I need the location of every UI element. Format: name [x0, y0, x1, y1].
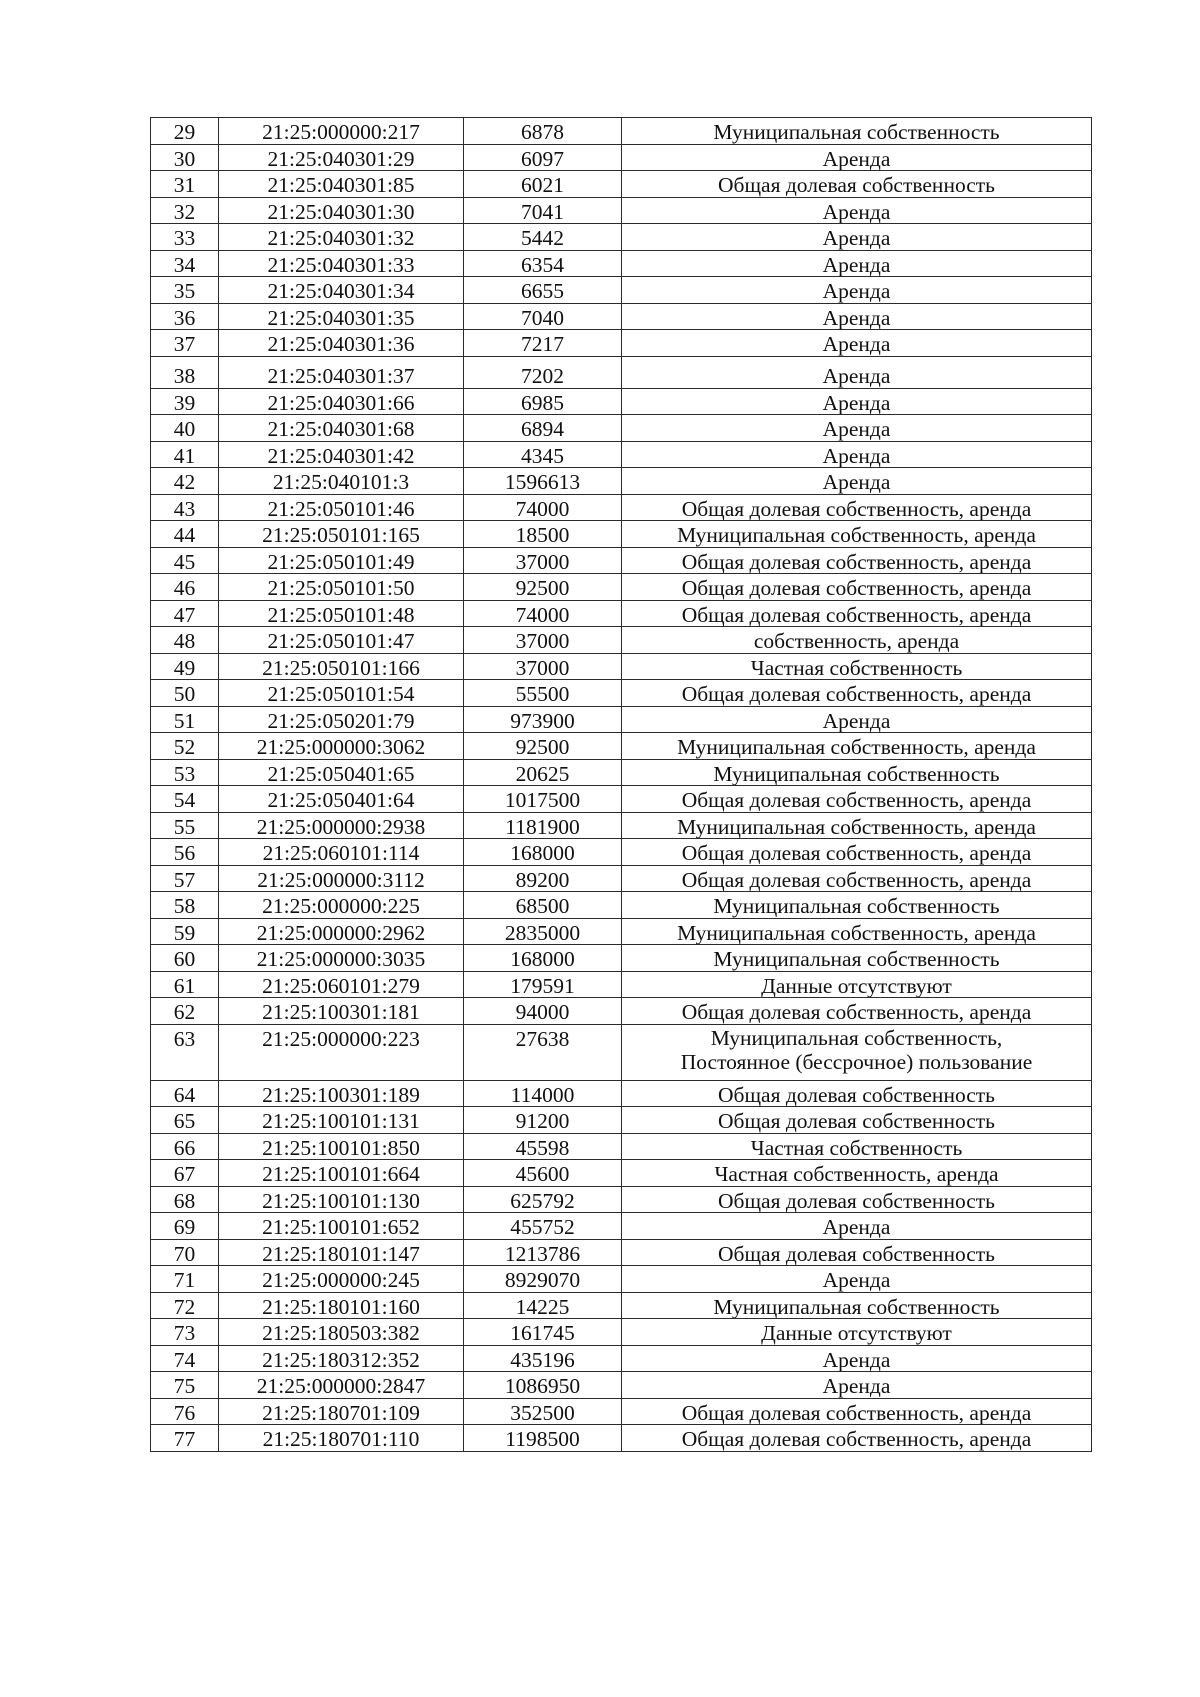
cadastral-number-cell: 21:25:050401:64: [219, 786, 464, 813]
table-row: [151, 388, 1092, 415]
right-type-cell: [622, 971, 1092, 998]
right-type-text: Общая долевая собственность, аренда: [681, 602, 1032, 627]
row-number-cell: 35: [151, 277, 219, 304]
table-row: [151, 918, 1092, 945]
table-row: [151, 250, 1092, 277]
row-number-cell: 41: [151, 441, 219, 468]
right-type-text: Общая долевая собственность: [718, 1109, 995, 1133]
cadastral-number-cell: 21:25:180701:110: [219, 1425, 464, 1452]
right-type-cell: [622, 865, 1092, 892]
right-type-cell: [622, 118, 1092, 145]
table-row: [151, 1213, 1092, 1240]
table-row: [151, 1266, 1092, 1293]
right-type-cell: [622, 494, 1092, 521]
right-type-cell: [622, 1133, 1092, 1160]
right-type-cell: [622, 1024, 1092, 1080]
right-type-text: Муниципальная собственность, аренда: [677, 920, 1036, 945]
cadastral-number-cell: 21:25:050101:46: [219, 494, 464, 521]
cadastral-number-cell: 21:25:040301:37: [219, 356, 464, 388]
area-cell: 55500: [464, 680, 622, 707]
cadastral-number-cell: 21:25:050101:48: [219, 600, 464, 627]
cadastral-number-cell: 21:25:000000:217: [219, 118, 464, 145]
table-row: [151, 653, 1092, 680]
table-row: [151, 303, 1092, 330]
cadastral-number-cell: 21:25:100101:850: [219, 1133, 464, 1160]
table-row: [151, 574, 1092, 601]
cadastral-number-cell: 21:25:000000:223: [219, 1024, 464, 1080]
cadastral-number-cell: 21:25:050101:165: [219, 521, 464, 548]
row-number-cell: 72: [151, 1292, 219, 1319]
cadastral-number-cell: 21:25:050101:166: [219, 653, 464, 680]
right-type-cell: [622, 277, 1092, 304]
table-row: [151, 1160, 1092, 1187]
right-type-cell: [622, 1239, 1092, 1266]
table-row: [151, 1292, 1092, 1319]
right-type-text: Аренда: [822, 363, 891, 388]
cadastral-number-cell: 21:25:040101:3: [219, 468, 464, 495]
cadastral-number-cell: 21:25:060101:114: [219, 839, 464, 866]
table-row: [151, 224, 1092, 251]
table-row: [151, 468, 1092, 495]
right-type-text: собственность, аренда: [753, 629, 960, 653]
cadastral-number-cell: 21:25:000000:3112: [219, 865, 464, 892]
row-number-cell: 30: [151, 144, 219, 171]
cadastral-number-cell: 21:25:040301:66: [219, 388, 464, 415]
cadastral-number-cell: 21:25:040301:30: [219, 197, 464, 224]
area-cell: 45598: [464, 1133, 622, 1160]
row-number-cell: 64: [151, 1080, 219, 1107]
area-cell: 92500: [464, 733, 622, 760]
row-number-cell: 68: [151, 1186, 219, 1213]
right-type-text: Общая долевая собственность, аренда: [681, 1427, 1032, 1451]
area-cell: 7202: [464, 356, 622, 388]
right-type-cell: [622, 1186, 1092, 1213]
right-type-text: Общая долевая собственность, аренда: [681, 576, 1032, 600]
right-type-cell: [622, 1080, 1092, 1107]
cadastral-number-cell: 21:25:040301:85: [219, 171, 464, 198]
right-type-text: Постоянное (бессрочное) пользование: [680, 1049, 1033, 1074]
right-type-text: Аренда: [822, 305, 891, 330]
table-row: [151, 971, 1092, 998]
area-cell: 7040: [464, 303, 622, 330]
cadastral-number-cell: 21:25:050101:50: [219, 574, 464, 601]
row-number-cell: 58: [151, 892, 219, 919]
table-row: [151, 627, 1092, 654]
table-row: [151, 521, 1092, 548]
area-cell: 20625: [464, 759, 622, 786]
row-number-cell: 46: [151, 574, 219, 601]
row-number-cell: 57: [151, 865, 219, 892]
right-type-cell: [622, 600, 1092, 627]
right-type-text: Частная собственность, аренда: [714, 1162, 999, 1186]
right-type-text: Муниципальная собственность, аренда: [677, 523, 1036, 547]
right-type-text: Данные отсутствуют: [761, 1321, 952, 1345]
table-row: [151, 1080, 1092, 1107]
area-cell: 352500: [464, 1398, 622, 1425]
area-cell: 6655: [464, 277, 622, 304]
table-row: [151, 494, 1092, 521]
right-type-cell: [622, 839, 1092, 866]
right-type-text: Аренда: [822, 708, 891, 733]
right-type-cell: [622, 1213, 1092, 1240]
row-number-cell: 36: [151, 303, 219, 330]
table-row: [151, 865, 1092, 892]
table-row: [151, 277, 1092, 304]
row-number-cell: 59: [151, 918, 219, 945]
row-number-cell: 43: [151, 494, 219, 521]
table-row: [151, 812, 1092, 839]
area-cell: 37000: [464, 653, 622, 680]
area-cell: 14225: [464, 1292, 622, 1319]
row-number-cell: 66: [151, 1133, 219, 1160]
table-row: [151, 144, 1092, 171]
right-type-text: Аренда: [822, 252, 891, 277]
right-type-text: Муниципальная собственность, аренда: [677, 735, 1036, 759]
right-type-cell: [622, 574, 1092, 601]
area-cell: 1181900: [464, 812, 622, 839]
cadastral-number-cell: 21:25:000000:2847: [219, 1372, 464, 1399]
table-row: [151, 1398, 1092, 1425]
area-cell: 1596613: [464, 468, 622, 495]
table-row: [151, 733, 1092, 760]
right-type-text: Аренда: [822, 390, 891, 415]
area-cell: 68500: [464, 892, 622, 919]
cadastral-number-cell: 21:25:100101:131: [219, 1107, 464, 1134]
cadastral-number-cell: 21:25:040301:33: [219, 250, 464, 277]
cadastral-number-cell: 21:25:000000:2962: [219, 918, 464, 945]
right-type-text: Частная собственность: [750, 655, 963, 680]
right-type-cell: [622, 1398, 1092, 1425]
row-number-cell: 77: [151, 1425, 219, 1452]
right-type-cell: [622, 786, 1092, 813]
right-type-cell: [622, 706, 1092, 733]
right-type-cell: [622, 303, 1092, 330]
area-cell: 5442: [464, 224, 622, 251]
row-number-cell: 62: [151, 998, 219, 1025]
area-cell: 114000: [464, 1080, 622, 1107]
right-type-cell: [622, 1292, 1092, 1319]
area-cell: 1017500: [464, 786, 622, 813]
row-number-cell: 48: [151, 627, 219, 654]
right-type-text: Общая долевая собственность, аренда: [681, 867, 1032, 892]
area-cell: 7217: [464, 330, 622, 357]
area-cell: 6985: [464, 388, 622, 415]
cadastral-number-cell: 21:25:050101:47: [219, 627, 464, 654]
right-type-cell: [622, 250, 1092, 277]
right-type-text: Муниципальная собственность: [713, 120, 1000, 144]
area-cell: 1086950: [464, 1372, 622, 1399]
area-cell: 168000: [464, 839, 622, 866]
right-type-cell: [622, 388, 1092, 415]
row-number-cell: 34: [151, 250, 219, 277]
table-row: [151, 547, 1092, 574]
area-cell: 435196: [464, 1345, 622, 1372]
row-number-cell: 51: [151, 706, 219, 733]
table-row: [151, 945, 1092, 972]
cadastral-number-cell: 21:25:050401:65: [219, 759, 464, 786]
area-cell: 92500: [464, 574, 622, 601]
right-type-text: Аренда: [822, 470, 891, 494]
cadastral-number-cell: 21:25:050201:79: [219, 706, 464, 733]
table-row: [151, 680, 1092, 707]
right-type-text: Муниципальная собственность: [713, 1294, 1000, 1319]
right-type-text: Аренда: [822, 1268, 891, 1292]
cadastral-number-cell: 21:25:180701:109: [219, 1398, 464, 1425]
area-cell: 74000: [464, 494, 622, 521]
right-type-cell: [622, 945, 1092, 972]
table-row: [151, 1133, 1092, 1160]
table-row: [151, 1425, 1092, 1452]
right-type-cell: [622, 224, 1092, 251]
table-row: [151, 786, 1092, 813]
right-type-cell: [622, 627, 1092, 654]
right-type-cell: [622, 733, 1092, 760]
area-cell: 18500: [464, 521, 622, 548]
right-type-text: Данные отсутствуют: [761, 973, 952, 998]
right-type-text: Аренда: [822, 1347, 891, 1372]
right-type-cell: [622, 171, 1092, 198]
area-cell: 4345: [464, 441, 622, 468]
table-row: [151, 706, 1092, 733]
cadastral-number-cell: 21:25:040301:32: [219, 224, 464, 251]
cadastral-number-cell: 21:25:100101:652: [219, 1213, 464, 1240]
right-type-text: Аренда: [822, 332, 891, 356]
land-plots-table: [150, 117, 1092, 1452]
row-number-cell: 73: [151, 1319, 219, 1346]
right-type-text: Аренда: [822, 417, 891, 441]
right-type-cell: [622, 547, 1092, 574]
area-cell: 8929070: [464, 1266, 622, 1293]
right-type-text: Аренда: [822, 1374, 891, 1398]
table-row: [151, 441, 1092, 468]
area-cell: 455752: [464, 1213, 622, 1240]
cadastral-number-cell: 21:25:040301:42: [219, 441, 464, 468]
table-row: [151, 759, 1092, 786]
table-row: [151, 330, 1092, 357]
table-row: [151, 1372, 1092, 1399]
cadastral-number-cell: 21:25:180312:352: [219, 1345, 464, 1372]
right-type-cell: [622, 1266, 1092, 1293]
table-row: [151, 892, 1092, 919]
row-number-cell: 55: [151, 812, 219, 839]
right-type-cell: [622, 918, 1092, 945]
row-number-cell: 29: [151, 118, 219, 145]
table-row: [151, 998, 1092, 1025]
cadastral-number-cell: 21:25:050101:49: [219, 547, 464, 574]
area-cell: 6894: [464, 415, 622, 442]
row-number-cell: 67: [151, 1160, 219, 1187]
row-number-cell: 38: [151, 356, 219, 388]
right-type-cell: [622, 1425, 1092, 1452]
right-type-text: Муниципальная собственность: [713, 761, 1000, 786]
right-type-text: Общая долевая собственность, аренда: [681, 841, 1032, 865]
table-body: [151, 118, 1092, 1452]
row-number-cell: 37: [151, 330, 219, 357]
right-type-cell: [622, 415, 1092, 442]
row-number-cell: 45: [151, 547, 219, 574]
right-type-text: Общая долевая собственность, аренда: [681, 788, 1032, 812]
right-type-text: Общая долевая собственность: [718, 1241, 995, 1266]
row-number-cell: 76: [151, 1398, 219, 1425]
cadastral-number-cell: 21:25:040301:68: [219, 415, 464, 442]
area-cell: 27638: [464, 1024, 622, 1080]
row-number-cell: 61: [151, 971, 219, 998]
row-number-cell: 70: [151, 1239, 219, 1266]
right-type-text: Общая долевая собственность: [718, 1082, 995, 1107]
right-type-text: Аренда: [822, 1215, 891, 1239]
area-cell: 973900: [464, 706, 622, 733]
right-type-text: Общая долевая собственность, аренда: [681, 682, 1032, 706]
cadastral-number-cell: 21:25:000000:245: [219, 1266, 464, 1293]
right-type-cell: [622, 998, 1092, 1025]
right-type-cell: [622, 812, 1092, 839]
table-row: [151, 1107, 1092, 1134]
right-type-cell: [622, 892, 1092, 919]
right-type-cell: [622, 1107, 1092, 1134]
right-type-cell: [622, 521, 1092, 548]
area-cell: 161745: [464, 1319, 622, 1346]
right-type-text: Общая долевая собственность, аренда: [681, 1000, 1032, 1024]
area-cell: 91200: [464, 1107, 622, 1134]
area-cell: 1198500: [464, 1425, 622, 1452]
right-type-cell: [622, 197, 1092, 224]
table-row: [151, 197, 1092, 224]
table-row: [151, 118, 1092, 145]
table-row: [151, 415, 1092, 442]
row-number-cell: 44: [151, 521, 219, 548]
right-type-text: Аренда: [822, 146, 891, 171]
row-number-cell: 60: [151, 945, 219, 972]
row-number-cell: 56: [151, 839, 219, 866]
row-number-cell: 31: [151, 171, 219, 198]
cadastral-number-cell: 21:25:000000:225: [219, 892, 464, 919]
cadastral-number-cell: 21:25:040301:29: [219, 144, 464, 171]
area-cell: 6021: [464, 171, 622, 198]
right-type-text: Общая долевая собственность, аренда: [681, 549, 1032, 574]
right-type-cell: [622, 468, 1092, 495]
cadastral-number-cell: 21:25:000000:3062: [219, 733, 464, 760]
area-cell: 625792: [464, 1186, 622, 1213]
row-number-cell: 74: [151, 1345, 219, 1372]
row-number-cell: 40: [151, 415, 219, 442]
area-cell: 6878: [464, 118, 622, 145]
table-row: [151, 839, 1092, 866]
cadastral-number-cell: 21:25:000000:2938: [219, 812, 464, 839]
right-type-text: Муниципальная собственность: [713, 947, 1000, 971]
right-type-cell: [622, 1160, 1092, 1187]
cadastral-number-cell: 21:25:100101:664: [219, 1160, 464, 1187]
table-row: [151, 1024, 1092, 1080]
cadastral-number-cell: 21:25:100301:189: [219, 1080, 464, 1107]
area-cell: 45600: [464, 1160, 622, 1187]
row-number-cell: 50: [151, 680, 219, 707]
table-row: [151, 1319, 1092, 1346]
row-number-cell: 42: [151, 468, 219, 495]
table-row: [151, 1186, 1092, 1213]
right-type-cell: [622, 653, 1092, 680]
right-type-cell: [622, 356, 1092, 388]
cadastral-number-cell: 21:25:040301:34: [219, 277, 464, 304]
right-type-text: Общая долевая собственность: [718, 1188, 995, 1213]
cadastral-number-cell: 21:25:040301:35: [219, 303, 464, 330]
row-number-cell: 32: [151, 197, 219, 224]
cadastral-number-cell: 21:25:180101:147: [219, 1239, 464, 1266]
row-number-cell: 71: [151, 1266, 219, 1293]
cadastral-number-cell: 21:25:100101:130: [219, 1186, 464, 1213]
cadastral-number-cell: 21:25:100301:181: [219, 998, 464, 1025]
area-cell: 179591: [464, 971, 622, 998]
area-cell: 6097: [464, 144, 622, 171]
right-type-text: Общая долевая собственность, аренда: [681, 1400, 1032, 1425]
area-cell: 89200: [464, 865, 622, 892]
table-row: [151, 356, 1092, 388]
row-number-cell: 33: [151, 224, 219, 251]
area-cell: 37000: [464, 547, 622, 574]
area-cell: 1213786: [464, 1239, 622, 1266]
row-number-cell: 63: [151, 1024, 219, 1080]
cadastral-number-cell: 21:25:040301:36: [219, 330, 464, 357]
row-number-cell: 39: [151, 388, 219, 415]
cadastral-number-cell: 21:25:000000:3035: [219, 945, 464, 972]
right-type-cell: [622, 441, 1092, 468]
row-number-cell: 47: [151, 600, 219, 627]
row-number-cell: 54: [151, 786, 219, 813]
area-cell: 2835000: [464, 918, 622, 945]
right-type-cell: [622, 1372, 1092, 1399]
right-type-text: Аренда: [822, 226, 891, 250]
row-number-cell: 52: [151, 733, 219, 760]
right-type-text: Общая долевая собственность: [718, 173, 995, 197]
area-cell: 6354: [464, 250, 622, 277]
area-cell: 168000: [464, 945, 622, 972]
right-type-text: Муниципальная собственность,: [710, 1025, 1003, 1050]
table-row: [151, 171, 1092, 198]
right-type-text: Муниципальная собственность, аренда: [677, 814, 1036, 839]
right-type-text: Аренда: [822, 199, 891, 224]
right-type-cell: [622, 680, 1092, 707]
right-type-text: Аренда: [822, 443, 891, 468]
cadastral-number-cell: 21:25:180101:160: [219, 1292, 464, 1319]
table-row: [151, 1345, 1092, 1372]
right-type-text: Аренда: [822, 279, 891, 303]
area-cell: 74000: [464, 600, 622, 627]
row-number-cell: 69: [151, 1213, 219, 1240]
table-row: [151, 600, 1092, 627]
right-type-cell: [622, 330, 1092, 357]
right-type-text: Общая долевая собственность, аренда: [681, 496, 1032, 521]
table-row: [151, 1239, 1092, 1266]
right-type-cell: [622, 1345, 1092, 1372]
cadastral-number-cell: 21:25:060101:279: [219, 971, 464, 998]
right-type-text: Муниципальная собственность: [713, 894, 1000, 918]
area-cell: 37000: [464, 627, 622, 654]
row-number-cell: 53: [151, 759, 219, 786]
right-type-cell: [622, 144, 1092, 171]
row-number-cell: 75: [151, 1372, 219, 1399]
cadastral-number-cell: 21:25:050101:54: [219, 680, 464, 707]
row-number-cell: 49: [151, 653, 219, 680]
right-type-cell: [622, 759, 1092, 786]
right-type-cell: [622, 1319, 1092, 1346]
area-cell: 7041: [464, 197, 622, 224]
row-number-cell: 65: [151, 1107, 219, 1134]
right-type-text: Частная собственность: [750, 1135, 963, 1160]
area-cell: 94000: [464, 998, 622, 1025]
cadastral-number-cell: 21:25:180503:382: [219, 1319, 464, 1346]
